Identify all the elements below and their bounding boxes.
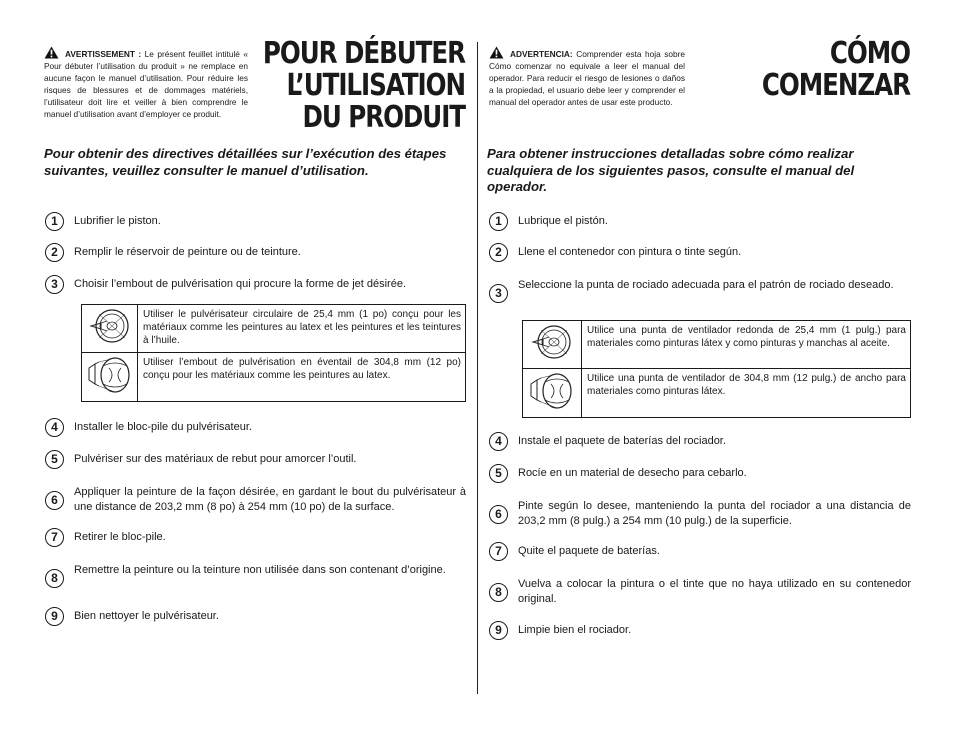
step-number: 6 <box>45 491 64 510</box>
spanish-intro: Para obtener instrucciones detalladas sobre cómo realizar cualquiera de los siguientes pasos, consulte el manual del operador. <box>487 146 855 194</box>
step-text: Instale el paquete de baterías del rociador. <box>518 435 726 447</box>
french-title-line3: DU PRODUIT <box>302 100 465 135</box>
french-step-2 <box>45 245 465 262</box>
spanish-step-7 <box>489 544 911 561</box>
french-intro: Pour obtenir des directives détaillées sur l’exécution des étapes suivantes, veuillez consulter le manuel d’utilisation. <box>44 146 447 178</box>
round-spray-tip-icon <box>527 321 577 363</box>
french-title-line1: POUR DÉBUTER <box>262 36 465 71</box>
fan-spray-tip-icon <box>527 370 577 412</box>
step-text: Pinte según lo desee, manteniendo la punta del rociador a una distancia de 203,2 mm (8 pulg.) a 254 mm (10 pulg.) de la superficie. <box>518 500 911 527</box>
spanish-step-6 <box>489 499 911 529</box>
spanish-warning <box>489 46 685 108</box>
spanish-title <box>730 38 910 102</box>
french-tips-table <box>81 304 466 402</box>
step-text: Remplir le réservoir de peinture ou de teinture. <box>74 246 301 258</box>
step-number: 5 <box>45 450 64 469</box>
step-text: Remettre la peinture ou la teinture non utilisée dans son contenant d’origine. <box>74 564 446 576</box>
step-number: 8 <box>489 583 508 602</box>
step-number: 1 <box>489 212 508 231</box>
step-number: 4 <box>45 418 64 437</box>
tip-text: Utiliser l’embout de pulvérisation en éventail de 304,8 mm (12 po) conçu pour les matériaux comme les peintures au latex. <box>138 353 466 402</box>
spanish-warning-text: Comprender esta hoja sobre Cómo comenzar no equivale a leer el manual del operador. Para reducir el riesgo de lesiones o daños a la propiedad, el usuario debe leer y comprender el manual del operador antes de usar este producto. <box>489 49 685 107</box>
tips-row <box>523 369 911 418</box>
spanish-tips-table <box>522 320 911 418</box>
step-text: Quite el paquete de baterías. <box>518 545 660 557</box>
tips-row <box>82 353 466 402</box>
spanish-title-line2: COMENZAR <box>761 68 910 103</box>
french-step-9 <box>45 609 465 626</box>
step-number: 1 <box>45 212 64 231</box>
step-text: Seleccione la punta de rociado adecuada para el patrón de rociado deseado. <box>518 279 894 291</box>
step-number: 2 <box>45 243 64 262</box>
spanish-step-3 <box>489 278 911 303</box>
step-text: Vuelva a colocar la pintura o el tinte que no haya utilizado en su contenedor original. <box>518 578 911 605</box>
step-text: Limpie bien el rociador. <box>518 624 632 636</box>
french-step-7 <box>45 530 465 547</box>
step-number: 3 <box>489 284 508 303</box>
warning-triangle-icon <box>44 46 59 59</box>
step-number: 6 <box>489 505 508 524</box>
spanish-step-9 <box>489 623 911 640</box>
tip-image-cell <box>523 369 582 418</box>
step-number: 9 <box>489 621 508 640</box>
tip-image-cell <box>82 305 138 353</box>
tips-row <box>523 321 911 369</box>
french-warning-label: AVERTISSEMENT : <box>65 49 142 59</box>
round-spray-tip-icon <box>85 305 135 347</box>
spanish-title-line1: CÓMO <box>829 36 910 71</box>
french-step-1 <box>45 214 465 231</box>
french-step-8 <box>45 563 466 588</box>
spanish-step-2 <box>489 245 911 262</box>
spanish-step-5 <box>489 466 911 483</box>
fan-spray-tip-icon <box>85 354 135 396</box>
french-warning <box>44 46 248 120</box>
spanish-warning-label: ADVERTENCIA: <box>510 49 573 59</box>
warning-triangle-icon <box>489 46 504 59</box>
tip-image-cell <box>523 321 582 369</box>
french-title <box>235 38 465 134</box>
step-number: 4 <box>489 432 508 451</box>
step-text: Pulvériser sur des matériaux de rebut pour amorcer l’outil. <box>74 453 357 465</box>
step-text: Choisir l’embout de pulvérisation qui procure la forme de jet désirée. <box>74 278 407 290</box>
step-number: 2 <box>489 243 508 262</box>
french-warning-text: Le présent feuillet intitulé « Pour débuter l’utilisation du produit » ne remplace en aucune façon le manuel d’utilisation. Pour réduire les risques de blessures et de dommages matériels, l’utilisateur doit lire et veiller à bien comprendre le manuel d’utilisation avant d’employer ce produit. <box>44 49 249 119</box>
step-text: Rocíe en un material de desecho para cebarlo. <box>518 467 747 479</box>
step-number: 3 <box>45 275 64 294</box>
french-step-3 <box>45 277 465 294</box>
french-step-4 <box>45 420 465 437</box>
step-text: Installer le bloc-pile du pulvérisateur. <box>74 421 252 433</box>
tip-text: Utilice una punta de ventilador de 304,8 mm (12 pulg.) de ancho para materiales como pinturas látex. <box>582 369 911 418</box>
step-text: Appliquer la peinture de la façon désirée, en gardant le bout du pulvérisateur à une distance de 203,2 mm (8 po) à 254 mm (10 po) de la surface. <box>74 486 466 513</box>
step-text: Lubrique el pistón. <box>518 215 608 227</box>
step-number: 7 <box>489 542 508 561</box>
step-text: Lubrifier le piston. <box>74 215 161 227</box>
tip-text: Utilice una punta de ventilador redonda de 25,4 mm (1 pulg.) para materiales como pinturas látex y como pinturas y manchas al aceite. <box>582 321 911 369</box>
french-title-line2: L’UTILISATION <box>286 68 465 103</box>
spanish-step-4 <box>489 434 911 451</box>
tip-text: Utiliser le pulvérisateur circulaire de 25,4 mm (1 po) conçu pour les matériaux comme les peintures au latex et les peintures et les teintures à l’huile. <box>138 305 466 353</box>
tip-image-cell <box>82 353 138 402</box>
step-number: 9 <box>45 607 64 626</box>
step-text: Bien nettoyer le pulvérisateur. <box>74 610 219 622</box>
spanish-step-8 <box>489 577 911 607</box>
french-step-5 <box>45 452 465 469</box>
step-text: Llene el contenedor con pintura o tinte según. <box>518 246 742 258</box>
step-number: 5 <box>489 464 508 483</box>
french-step-6 <box>45 485 466 515</box>
tips-row <box>82 305 466 353</box>
spanish-column <box>477 0 954 738</box>
step-number: 8 <box>45 569 64 588</box>
spanish-step-1 <box>489 214 911 231</box>
step-text: Retirer le bloc-pile. <box>74 531 166 543</box>
step-number: 7 <box>45 528 64 547</box>
